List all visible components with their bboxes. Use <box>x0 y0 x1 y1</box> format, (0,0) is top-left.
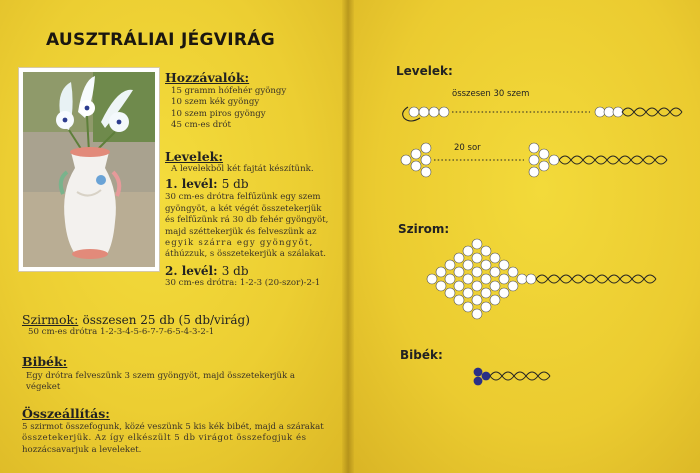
leaf1-line: majd széttekerjük és felveszünk az <box>165 226 317 237</box>
stamen-line: Egy drótra felveszünk 3 szem gyöngyöt, majd összetekerjük a <box>26 371 296 381</box>
assembly-line: 5 szirmot összefogunk, közé veszünk 5 kis kék bibét, majd a szárakat <box>22 422 324 432</box>
petal-diagram-heading: Szirom: <box>398 222 450 236</box>
assembly-heading: Összeállítás: <box>22 406 110 421</box>
stamen-line: végeket <box>26 382 61 393</box>
petals-summary: összesen 25 db (5 db/virág) <box>82 313 250 327</box>
petal-wire <box>536 275 656 283</box>
ingredient-item: 15 gramm hófehér gyöngy <box>171 86 287 96</box>
page-title: AUSZTRÁLIAI JÉGVIRÁG <box>46 30 275 50</box>
petal-diagram <box>427 239 536 319</box>
leaf1-line: és felfűzünk rá 30 db fehér gyöngyöt, <box>165 215 329 226</box>
leaves-diagram-heading: Levelek: <box>396 64 453 78</box>
petals-heading: Szirmok: <box>22 312 79 327</box>
leaf2-diagram-label: 20 sor <box>454 143 481 153</box>
ingredient-item: 10 szem piros gyöngy <box>171 108 266 119</box>
leaf1-line: 30 cm-es drótra felfűzünk egy szem <box>165 192 321 203</box>
leaf1-diagram-label: összesen 30 szem <box>452 89 530 99</box>
leaf2-diagram <box>401 143 667 177</box>
leaf1-diagram <box>403 89 682 121</box>
ingredients-heading: Hozzávalók: <box>165 70 250 85</box>
leaf2-instructions: 30 cm-es drótra: 1-2-3 (20-szor)-2-1 <box>165 277 321 288</box>
stamen-heading: Bibék: <box>22 354 68 369</box>
assembly-line: összetekerjük. Az így elkészült 5 db virágot összefogjuk és <box>22 433 307 444</box>
ingredient-item: 10 szem kék gyöngy <box>171 97 260 108</box>
ingredient-item: 45 cm-es drót <box>171 120 231 131</box>
leaf1-count: 5 db <box>221 177 249 192</box>
leaf1-line: áthúzzuk, s összetekerjük a szálakat. <box>165 249 327 260</box>
leaf1-line: egyik szárra egy gyöngyöt, <box>165 238 314 249</box>
leaf2-label: 2. levél: <box>165 263 218 278</box>
leaf1-line: gyöngyöt, a két végét összetekerjük <box>165 203 322 214</box>
leaf1-label: 1. levél: <box>165 177 218 192</box>
petals-instructions: 50 cm-es drótra 1-2-3-4-5-6-7-7-6-5-4-3-2-1 <box>28 327 215 337</box>
assembly-line: hozzácsavarjuk a leveleket. <box>22 444 142 455</box>
leaves-heading: Levelek: <box>165 149 223 164</box>
leaves-intro: A levelekből két fajtát készítünk. <box>171 164 314 174</box>
stamen-diagram <box>474 368 550 386</box>
leaf2-count: 3 db <box>221 263 249 278</box>
stamen-diagram-heading: Bibék: <box>400 348 443 362</box>
